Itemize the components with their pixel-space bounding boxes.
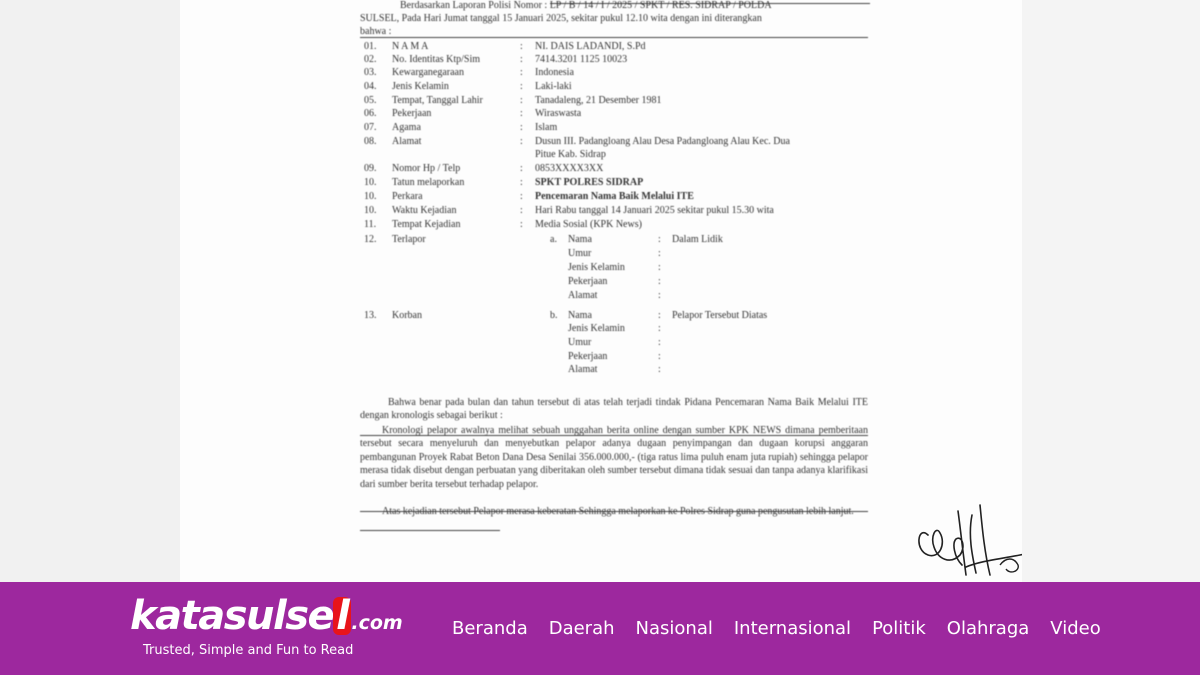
nav-item-nasional[interactable]: Nasional (635, 618, 713, 639)
header-rule (360, 37, 868, 38)
intro-line: Berdasarkan Laporan Polisi Nomor : LP / B / 14 / I / 2025 / SPKT / RES. SIDRAP / POLDA (400, 0, 772, 11)
narrative-paragraph: Atas kejadian tersebut Pelapor merasa keberatan Sehingga melaporkan ke Polres Sidrap guna pengusutan lebih lanjut. (382, 506, 854, 517)
narrative-rule (360, 530, 500, 531)
narrative-paragraph: Kronologi pelapor awalnya melihat sebuah unggahan berita online dengan sumber KPK NEWS dimana pemberitaan tersebut secara menyeluruh dan menyebutkan pelapor adanya dugaan penyimpangan dan dugaan korupsi anggaran pembangunan Proyek Rabat Beton Dana Desa Senilai 356.000.000,- (tiga ratus lima puluh enam juta rupiah) sehingga pelapor merasa tidak disebut dengan perbuatan yang diberitakan oleh sumber tersebut dimana tidak sesuai dan tanpa adanya klarifikasi dari sumber berita tersebut terhadap pelapor. (360, 425, 868, 490)
intro-line: bahwa : (360, 26, 392, 37)
logo-accent-letter: l (333, 597, 351, 635)
nav-item-politik[interactable]: Politik (872, 618, 926, 639)
nav-item-daerah[interactable]: Daerah (548, 618, 615, 639)
article-image-document: Berdasarkan Laporan Polisi Nomor : LP / B / 14 / I / 2025 / SPKT / RES. SIDRAP / POLDA SULSEL, Pada Hari Jumat tanggal 15 Januari 2025, sekitar pukul 12.10 wita dengan ini diterangkan bahwa : 01. N A M A : NI. DAIS LADANDI, S.Pd 02. No. Identitas Ktp/Sim : 7414.3201 1125 10023 03. Kewarganegaraan : Indonesia 04. Jenis Kelamin : Laki-laki 05. Tempat, Tanggal Lahir : Tanadaleng, 21 Desember 1981 06. Pekerjaan : Wiraswasta 07. Agama : Islam 08. Alamat : Dusun III. Padangloang Alau Desa Padangloang Alau Kec. Dua Pitue Kab. Sidrap 09. Nomor Hp / Telp : 0853XXXX3XX 10. Tatun melaporkan : SPKT POLRES SIDRAP 10. Perkara : Pencemaran Nama Baik Melalui ITE 10. Waktu Kejadian : Hari Rabu tanggal 14 Januari 2025 sekitar pukul 15.30 wita 11. Tempat Kejadian : Media Sosial (KPK News) 12. Terlapor a. Nama : Dalam Lidik Umur : Jenis Kelamin : Pekerjaan : Alamat : 13. Korban b. Nama : Pelapor Tersebut Diatas Jenis Kelamin : Umur : Pekerjaan : Alamat : Bahwa benar pada bulan dan tahun tersebut di atas telah terjadi tindak Pidana Pencemaran Nama Baik Melalui ITE dengan kronologis sebagai berikut : Kronologi pelapor awalnya melihat sebuah unggahan berita online dengan sumber KPK NEWS dimana pemberitaan tersebut secara menyeluruh dan menyebutkan pelapor adanya dugaan penyimpangan dan dugaan korupsi anggaran pembangunan Proyek Rabat Beton Dana Desa Senilai 356.000.000,- (tiga ratus lima puluh enam juta rupiah) sehingga pelapor merasa tidak disebut dengan perbuatan yang diberitakan oleh sumber tersebut dimana tidak sesuai dan tanpa adanya klarifikasi dari sumber berita tersebut terhadap pelapor. Atas kejadian tersebut Pelapor merasa keberatan Sehingga melaporkan ke Polres Sidrap guna pengusutan lebih lanjut. (180, 0, 1022, 582)
intro-line: SULSEL, Pada Hari Jumat tanggal 15 Januari 2025, sekitar pukul 12.10 wita dengan ini diterangkan (360, 13, 762, 24)
page-background-left (0, 0, 180, 582)
narrative-paragraph: Bahwa benar pada bulan dan tahun tersebut di atas telah terjadi tindak Pidana Pencemaran Nama Baik Melalui ITE dengan kronologis sebagai berikut : (360, 397, 868, 422)
site-logo[interactable] (130, 592, 403, 658)
nav-item-olahraga[interactable]: Olahraga (946, 618, 1030, 639)
site-footer-bar (0, 582, 1200, 675)
main-nav (452, 618, 1101, 639)
logo-wordmark: katasulse (130, 593, 334, 639)
nav-item-internasional[interactable]: Internasional (733, 618, 852, 639)
logo-domain: .com (351, 612, 403, 634)
handwritten-signature (910, 495, 1022, 582)
nav-item-beranda[interactable]: Beranda (452, 618, 528, 639)
logo-tagline: Trusted, Simple and Fun to Read (143, 643, 354, 658)
nav-item-video[interactable]: Video (1050, 618, 1101, 639)
page-background-right (1022, 0, 1200, 582)
